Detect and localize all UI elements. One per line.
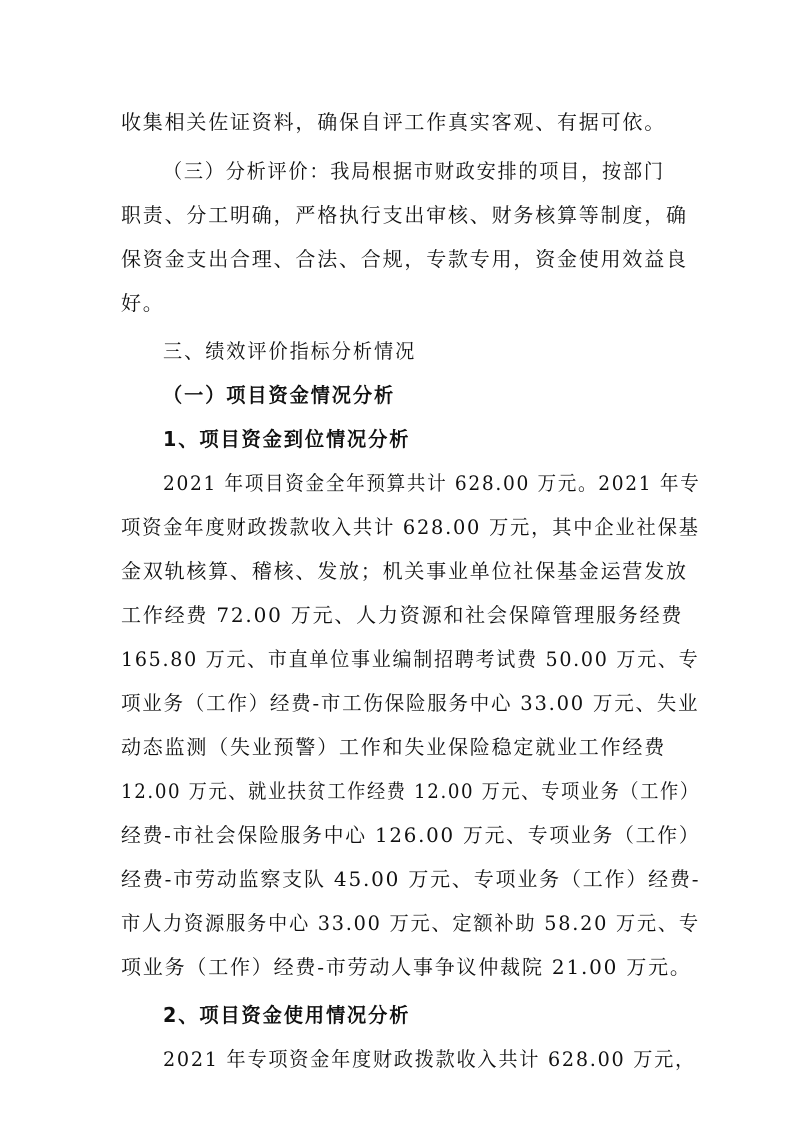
- paragraph-line: 项业务（工作）经费-市工伤保险服务中心 33.00 万元、失业: [121, 691, 700, 715]
- paragraph-line: （三）分析评价：我局根据市财政安排的项目，按部门: [163, 159, 665, 183]
- paragraph-line: 经费-市社会保险服务中心 126.00 万元、专项业务（工作）: [121, 823, 701, 847]
- paragraph-line: 动态监测（失业预警）工作和失业保险稳定就业工作经费: [121, 735, 666, 759]
- subsection-heading: 2、项目资金使用情况分析: [163, 1003, 411, 1027]
- paragraph-line: 市人力资源服务中心 33.00 万元、定额补助 58.20 万元、专: [121, 911, 700, 935]
- paragraph-line: 保资金支出合理、合法、合规，专款专用，资金使用效益良: [121, 247, 688, 271]
- subsection-heading: 1、项目资金到位情况分析: [163, 427, 411, 451]
- paragraph-line: 工作经费 72.00 万元、人力资源和社会保障管理服务经费: [121, 603, 684, 627]
- subsection-heading: （一）项目资金情况分析: [163, 383, 396, 407]
- paragraph-line: 2021 年专项资金年度财政拨款收入共计 628.00 万元，: [163, 1047, 696, 1071]
- paragraph-line: 2021 年项目资金全年预算共计 628.00 万元。2021 年专: [163, 471, 701, 495]
- paragraph-line: 好。: [121, 291, 165, 315]
- paragraph-line: 项资金年度财政拨款收入共计 628.00 万元，其中企业社保基: [121, 515, 700, 539]
- paragraph-line: 12.00 万元、就业扶贫工作经费 12.00 万元、专项业务（工作）: [121, 779, 700, 803]
- paragraph-line: 收集相关佐证资料，确保自评工作真实客观、有据可依。: [121, 110, 666, 134]
- paragraph-line: 165.80 万元、市直单位事业编制招聘考试费 50.00 万元、专: [121, 647, 700, 671]
- paragraph-line: 项业务（工作）经费-市劳动人事争议仲裁院 21.00 万元。: [121, 955, 692, 979]
- paragraph-line: 金双轨核算、稽核、发放；机关事业单位社保基金运营发放: [121, 559, 688, 583]
- paragraph-line: 经费-市劳动监察支队 45.00 万元、专项业务（工作）经费-: [121, 867, 701, 891]
- paragraph-line: 职责、分工明确，严格执行支出审核、财务核算等制度，确: [121, 203, 688, 227]
- section-heading: 三、绩效评价指标分析情况: [163, 339, 417, 363]
